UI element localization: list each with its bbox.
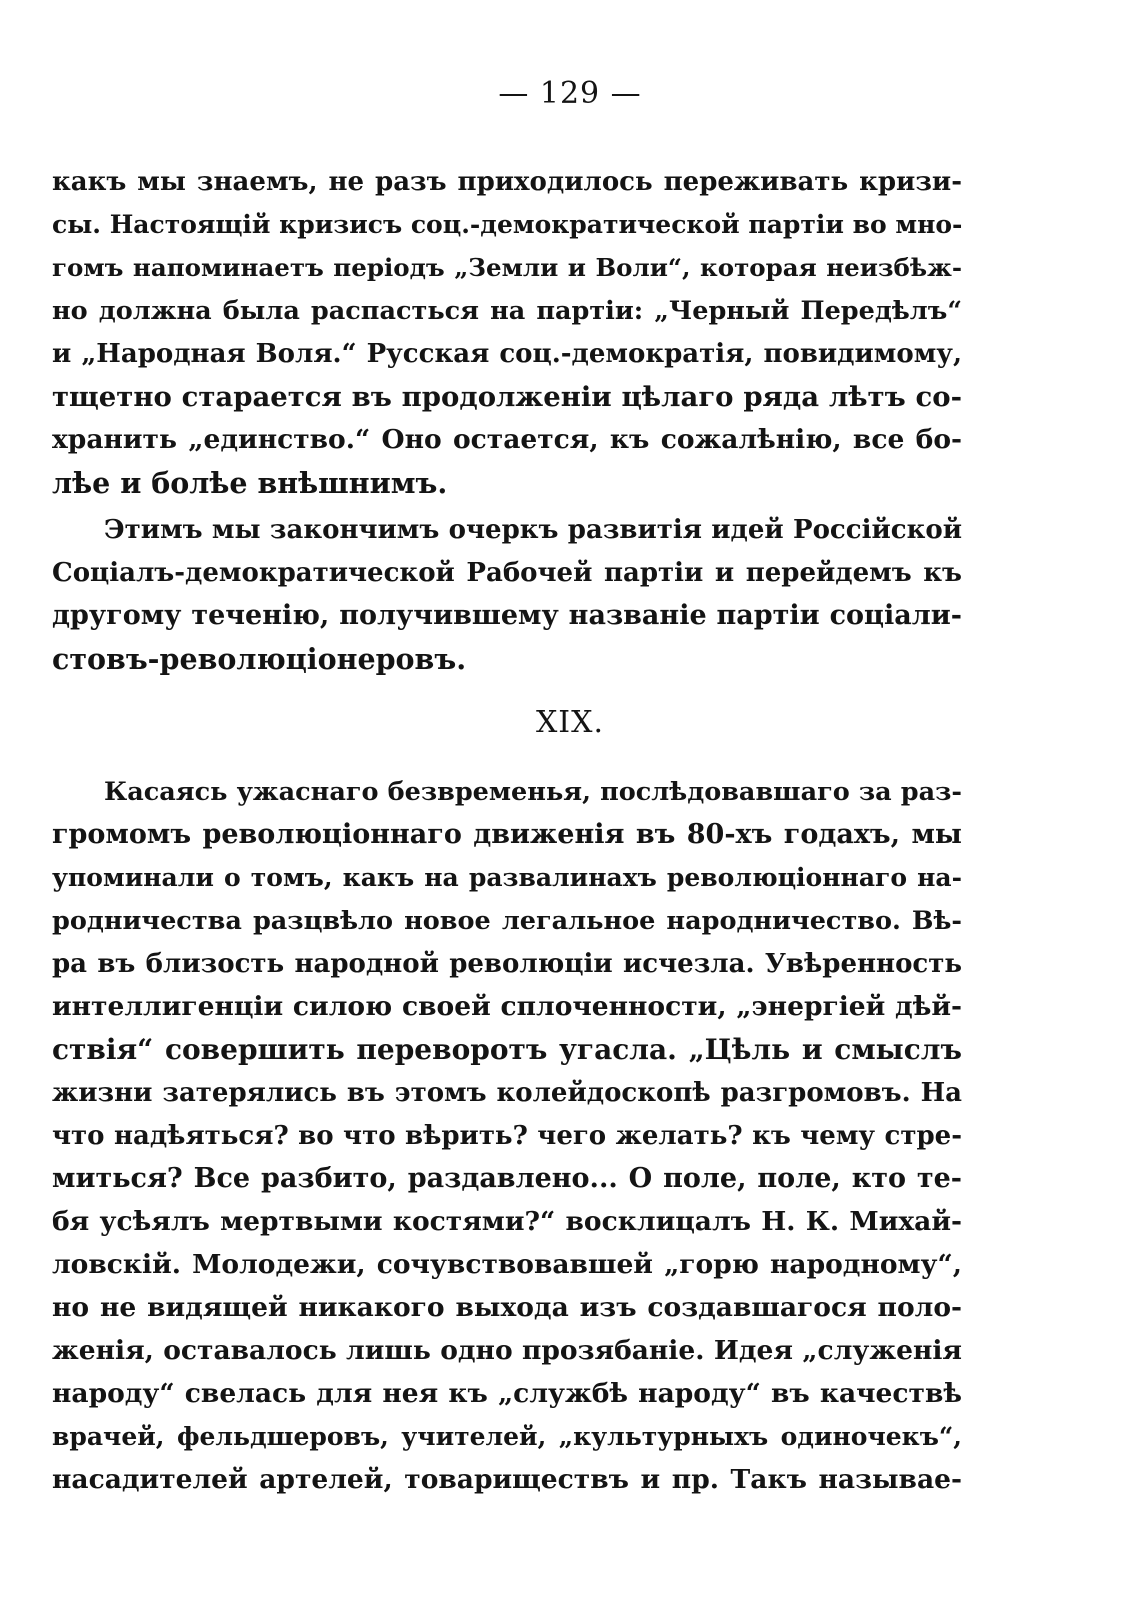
page-number: — 129 — bbox=[498, 76, 642, 111]
text-line: лѣе и болѣе внѣшнимъ. bbox=[52, 466, 448, 500]
text-line: стовъ-революціонеровъ. bbox=[52, 642, 467, 676]
text-line: родничества разцвѣло новое легальное народничество. Вѣ- bbox=[52, 906, 962, 936]
text-line: гомъ напоминаетъ періодъ „Земли и Воли“, которая неизбѣж- bbox=[52, 253, 962, 282]
text-line: насадителей артелей, товариществъ и пр. Такъ называе- bbox=[52, 1464, 962, 1495]
section-heading: XIX. bbox=[535, 705, 605, 740]
text-line: Касаясь ужаснаго безвременья, послѣдовавшаго за раз- bbox=[104, 777, 962, 807]
text-line: ствія“ совершить переворотъ угасла. „Цѣль и смыслъ bbox=[52, 1033, 962, 1066]
text-line: бя усѣялъ мертвыми костями?“ восклицалъ Н. К. Михай- bbox=[52, 1206, 962, 1237]
text-line: что надѣяться? во что вѣрить? чего желать? къ чему стре- bbox=[52, 1121, 962, 1151]
text-line: сы. Настоящій кризисъ соц.-демократической партіи во мно- bbox=[52, 210, 962, 239]
text-line: ловскій. Молодежи, сочувствовавшей „горю народному“, bbox=[52, 1249, 962, 1280]
text-line: хранить „единство.“ Оно остается, къ сожалѣнію, все бо- bbox=[52, 424, 962, 455]
text-line: но должна была распасться на партіи: „Черный Передѣлъ“ bbox=[52, 296, 962, 326]
text-line: громомъ революціоннаго движенія въ 80-хъ годахъ, мы bbox=[52, 819, 962, 850]
text-line: врачей, фельдшеровъ, учителей, „культурныхъ одиночекъ“, bbox=[52, 1422, 962, 1451]
text-line: но не видящей никакого выхода изъ создавшагося поло- bbox=[52, 1292, 962, 1323]
text-line: женія, оставалось лишь одно прозябаніе. Идея „служенія bbox=[52, 1335, 962, 1366]
text-line: Этимъ мы закончимъ очеркъ развитія идей Россійской bbox=[104, 515, 962, 545]
text-line: интеллигенціи силою своей сплоченности, „энергіей дѣй- bbox=[52, 991, 962, 1022]
text-line: упоминали о томъ, какъ на развалинахъ революціоннаго на- bbox=[52, 863, 962, 892]
text-line: народу“ свелась для нея къ „службѣ народу“ въ качествѣ bbox=[52, 1378, 962, 1409]
text-line: ра въ близость народной революціи исчезла. Увѣренность bbox=[52, 949, 962, 979]
text-line: другому теченію, получившему названіе партіи соціали- bbox=[52, 600, 962, 631]
text-line: миться? Все разбито, раздавлено... О поле, поле, кто те- bbox=[52, 1163, 962, 1194]
text-line: Соціалъ-демократической Рабочей партіи и перейдемъ къ bbox=[52, 558, 962, 588]
text-line: жизни затерялись въ этомъ колейдоскопѣ разгромовъ. На bbox=[52, 1078, 962, 1108]
text-line: какъ мы знаемъ, не разъ приходилось переживать кризи- bbox=[52, 167, 962, 197]
text-line: и „Народная Воля.“ Русская соц.-демократія, повидимому, bbox=[52, 339, 962, 369]
text-line: тщетно старается въ продолженіи цѣлаго ряда лѣтъ со- bbox=[52, 381, 962, 413]
